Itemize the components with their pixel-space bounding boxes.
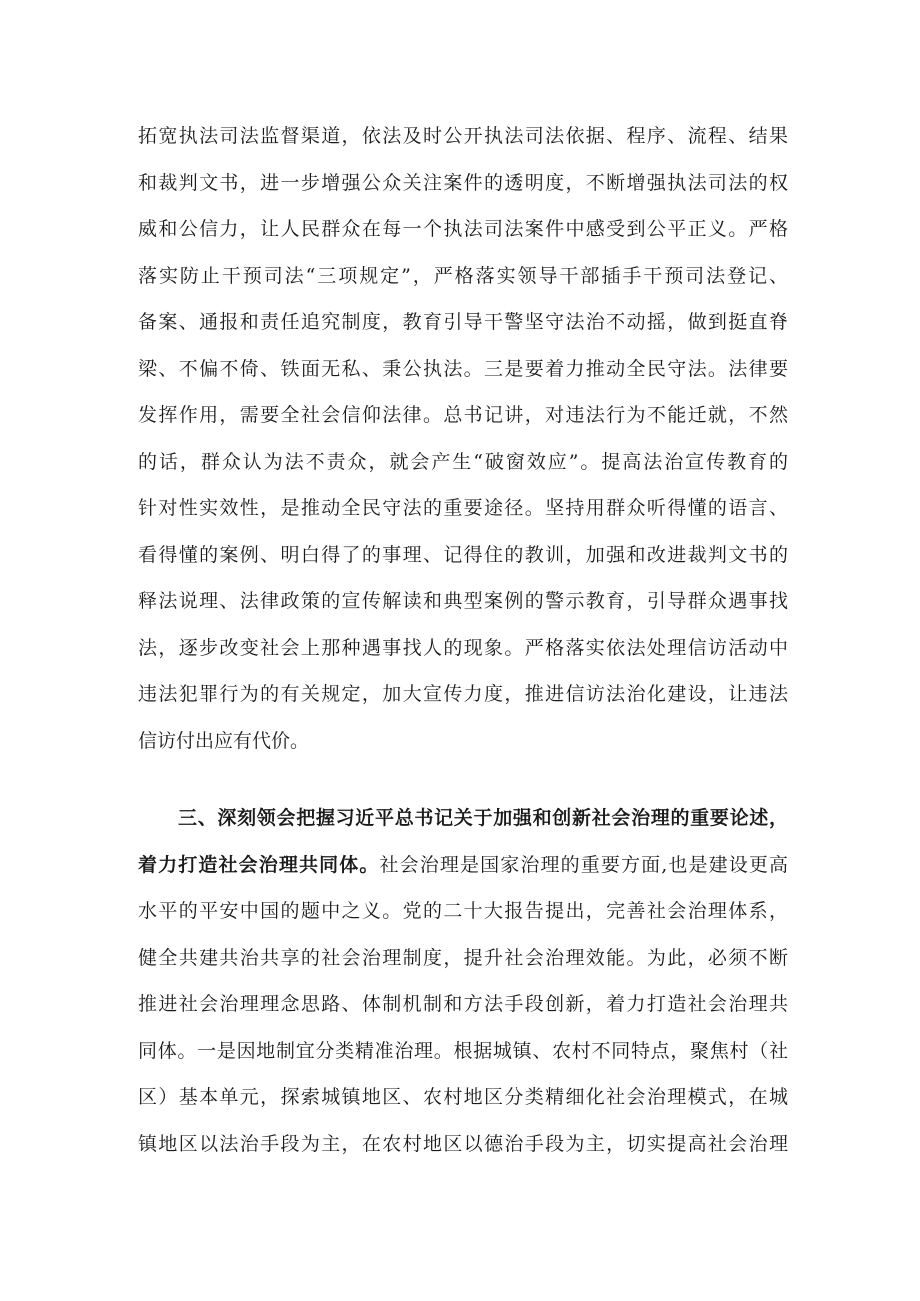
text-line: 拓宽执法司法监督渠道，依法及时公开执法司法依据、程序、流程、结果: [138, 125, 788, 147]
text-line: 释法说理、法律政策的宣传解读和典型案例的警示教育，引导群众遇事找: [138, 590, 788, 612]
text-line: 针对性实效性，是推动全民守法的重要途径。坚持用群众听得懂的语言、: [138, 497, 788, 519]
text-line: [138, 853, 788, 877]
text-line: 备案、通报和责任追究制度，教育引导干警坚守法治不动摇，做到挺直脊: [138, 311, 788, 333]
text-line: 看得懂的案例、明白得了的事理、记得住的教训，加强和改进裁判文书的: [138, 544, 788, 566]
text-line: 威和公信力，让人民群众在每一个执法司法案件中感受到公平正义。严格: [138, 218, 788, 240]
text-line: 同体。一是因地制宜分类精准治理。根据城镇、农村不同特点，聚焦村（社: [138, 1040, 788, 1062]
text-line: 法，逐步改变社会上那种遇事找人的现象。严格落实依法处理信访活动中: [138, 637, 788, 659]
text-line: 健全共建共治共享的社会治理制度，提升社会治理效能。为此，必须不断: [138, 947, 788, 969]
text-line: 发挥作用，需要全社会信仰法律。总书记讲，对违法行为不能迁就，不然: [138, 404, 788, 426]
text-line: 的话，群众认为法不责众，就会产生“破窗效应”。提高法治宣传教育的: [138, 451, 788, 473]
text-line: 水平的平安中国的题中之义。党的二十大报告提出，完善社会治理体系，: [138, 900, 788, 922]
section-heading: 三、深刻领会把握习近平总书记关于加强和创新社会治理的重要论述，: [178, 807, 788, 829]
text-line: 和裁判文书，进一步增强公众关注案件的透明度，不断增强执法司法的权: [138, 172, 788, 194]
section-body-start: 社会治理是国家治理的重要方面,也是建设更高: [379, 854, 788, 876]
text-line: 梁、不偏不倚、铁面无私、秉公执法。三是要着力推动全民守法。法律要: [138, 358, 788, 380]
text-line: 镇地区以法治手段为主，在农村地区以德治手段为主，切实提高社会治理: [138, 1133, 788, 1155]
section-heading-continued: 着力打造社会治理共同体。: [138, 854, 380, 876]
text-line: 违法犯罪行为的有关规定，加大宣传力度，推进信访法治化建设，让违法: [138, 683, 788, 705]
text-line: 区）基本单元，探索城镇地区、农村地区分类精细化社会治理模式，在城: [138, 1086, 788, 1108]
text-line: 推进社会治理理念思路、体制机制和方法手段创新，着力打造社会治理共: [138, 993, 788, 1015]
text-line: 落实防止干预司法“三项规定”，严格落实领导干部插手干预司法登记、: [138, 265, 788, 287]
text-line: 信访付出应有代价。: [138, 730, 310, 752]
